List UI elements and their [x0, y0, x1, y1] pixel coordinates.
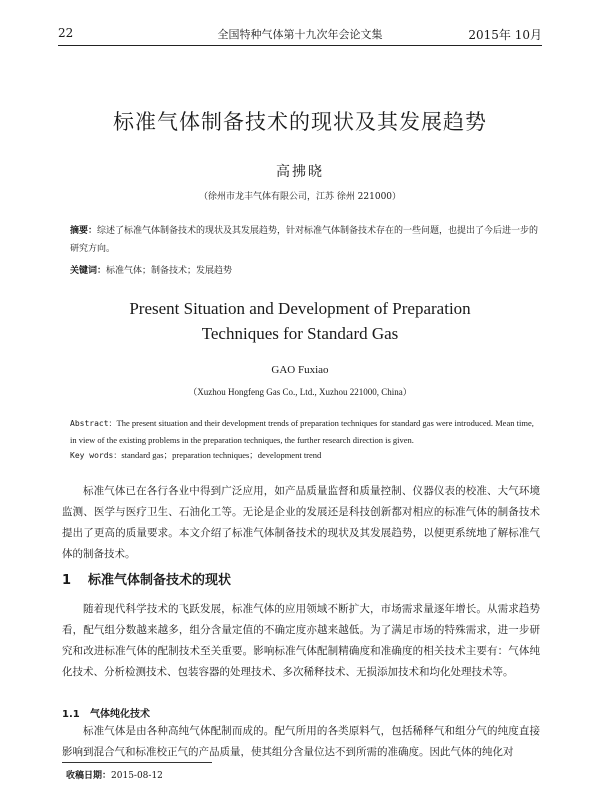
section-1-paragraph: 随着现代科学技术的飞跃发展，标准气体的应用领域不断扩大，市场需求量逐年增长。从需求趋势看，配气组分数越来越多，组分含量定值的不确定度亦越来越低。为了满足市场的特殊需求，进一步研究和改进标准气体的配制技术至关重要。影响标准气体配制精确度和准确度的相关技术主要有：气体纯化技术、分析检测技术、包装容器的处理技术、多次稀释技术、无损添加技术和均化处理技术等。	[62, 603, 540, 678]
paper-title-cn: 标准气体制备技术的现状及其发展趋势	[113, 110, 487, 134]
abstract-cn-text: 综述了标准气体制备技术的现状及其发展趋势，针对标准气体制备技术存在的一些问题，也提出了今后进一步的研究方向。	[70, 226, 539, 254]
journal-name: 全国特种气体第十九次年会论文集	[217, 28, 383, 41]
page-number: 22	[58, 26, 74, 40]
keywords-en	[70, 449, 540, 461]
section-1-title: 标准气体制备技术的现状	[88, 573, 232, 588]
paper-title-en-line2: Techniques for Standard Gas	[201, 324, 399, 343]
abstract-en-label: Abstract：	[70, 419, 117, 428]
footnote-label: 收稿日期：	[66, 771, 112, 781]
abstract-en-text: The present situation and their development trends of preparation techniques for standard gas were introduced. Mean time, in view of the existing problems in the preparation techniques, the further research direction is given.	[70, 418, 534, 445]
header-rule	[58, 45, 542, 46]
subsection-1-1-paragraph: 标准气体是由各种高纯气体配制而成的。配气所用的各类原料气，包括稀释气和组分气的纯度直接影响到混合气和标准校正气的产品质量，使其组分含量位达不到所需的准确度。因此气体的纯化对	[62, 725, 540, 758]
footnote-rule	[62, 762, 212, 763]
keywords-cn-label: 关键词：	[70, 266, 107, 276]
subsection-1-1-title: 气体纯化技术	[90, 709, 150, 720]
keywords-cn-text: 标准气体；制备技术；发展趋势	[106, 266, 233, 276]
abstract-cn-label: 摘要：	[70, 226, 98, 236]
affiliation-en: （Xuzhou Hongfeng Gas Co., Ltd., Xuzhou 221000, China）	[188, 387, 412, 397]
keywords-en-label: Key words：	[70, 451, 122, 460]
paper-title-en	[0, 296, 600, 346]
footnote-date: 2015-08-12	[111, 771, 163, 781]
keywords-cn	[70, 263, 540, 276]
affiliation-cn: （徐州市龙丰气体有限公司，江苏 徐州 221000）	[198, 192, 402, 202]
intro-paragraph: 标准气体已在各行各业中得到广泛应用，如产品质量监督和质量控制、仪器仪表的校准、大气环境监测、医学与医疗卫生、石油化工等。无论是企业的发展还是科技创新都对相应的标准气体的制备技术提出了更高的质量要求。本文介绍了标准气体制备技术的现状及其发展趋势，以便更系统地了解标准气体的制备技术。	[62, 485, 540, 560]
subsection-1-1-heading	[62, 705, 150, 720]
section-1-number: 1	[62, 573, 72, 588]
abstract-cn	[70, 222, 540, 258]
received-date-footnote	[66, 768, 163, 781]
subsection-1-1-number: 1.1	[62, 709, 80, 720]
abstract-en	[70, 415, 540, 449]
author-en: GAO Fuxiao	[271, 364, 329, 376]
issue-date: 2015年 10月	[468, 28, 542, 42]
paper-title-en-line1: Present Situation and Development of Preparation	[129, 299, 471, 318]
keywords-en-text: standard gas；preparation techniques；development trend	[121, 450, 322, 460]
author-cn: 高拂晓	[276, 164, 324, 180]
section-1-heading	[62, 569, 231, 588]
